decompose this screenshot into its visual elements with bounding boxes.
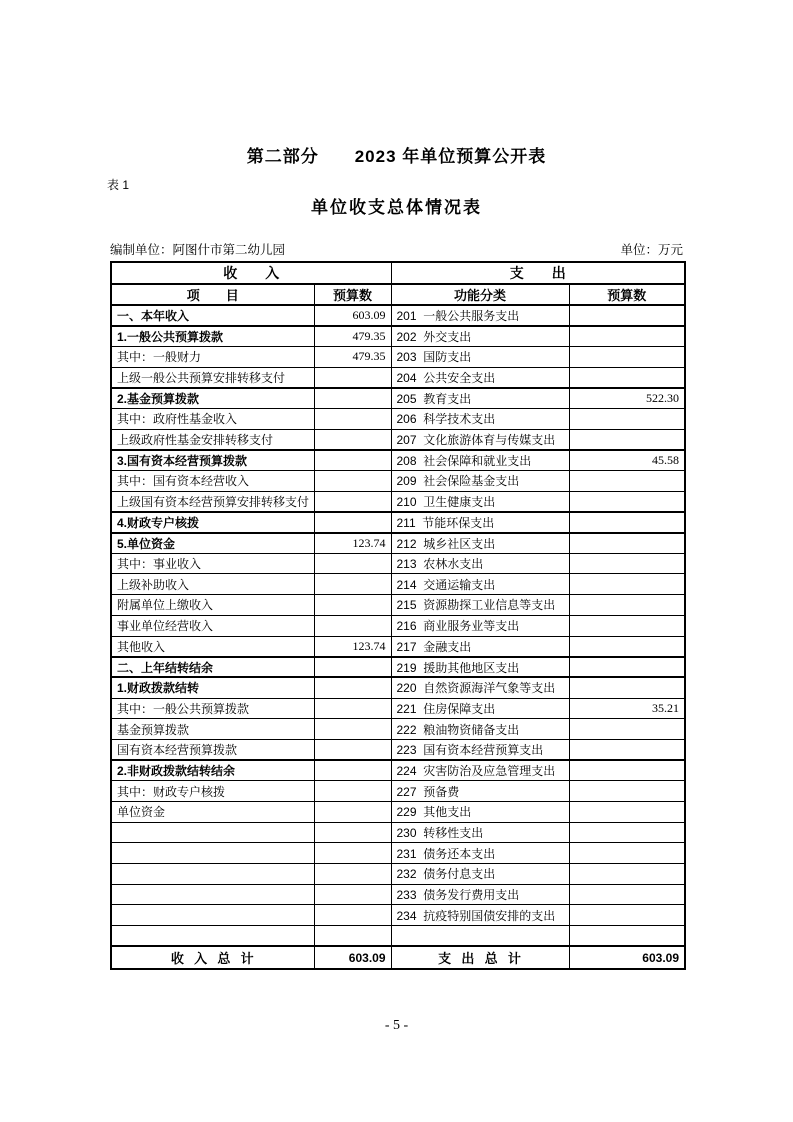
income-amount-cell (314, 739, 391, 760)
expense-amount-cell (569, 615, 685, 636)
table-row (111, 719, 685, 740)
income-item-cell: 国有资本经营预算拨款 (111, 739, 314, 760)
expense-header: 支 出 (391, 262, 685, 284)
income-item-cell: 1.一般公共预算拨款 (111, 326, 314, 347)
income-total-label: 收 入 总 计 (111, 946, 314, 969)
expense-item-cell: 207 文化旅游体育与传媒支出 (391, 429, 569, 450)
income-amount-cell (314, 781, 391, 802)
income-amount-cell (314, 864, 391, 885)
income-item-cell: 基金预算拨款 (111, 719, 314, 740)
expense-item-cell: 219 援助其他地区支出 (391, 657, 569, 678)
income-item-cell: 其中：财政专户核拨 (111, 781, 314, 802)
income-amount-cell (314, 615, 391, 636)
expense-item-cell: 221 住房保障支出 (391, 698, 569, 719)
expense-item-cell: 213 农林水支出 (391, 553, 569, 574)
income-amount-cell (314, 677, 391, 698)
income-item-cell: 3.国有资本经营预算拨款 (111, 450, 314, 471)
income-amount-cell (314, 926, 391, 947)
expense-amount-cell (569, 346, 685, 367)
income-amount-cell (314, 574, 391, 595)
income-item-cell (111, 884, 314, 905)
expense-amount-cell (569, 574, 685, 595)
income-item-cell: 2.非财政拨款结转结余 (111, 760, 314, 781)
expense-item-cell: 211 节能环保支出 (391, 512, 569, 533)
table-row (111, 408, 685, 429)
table-row (111, 346, 685, 367)
expense-amount-cell (569, 822, 685, 843)
income-amount-cell (314, 719, 391, 740)
expense-amount-cell (569, 429, 685, 450)
income-amount-cell (314, 471, 391, 492)
expense-item-cell: 233 债务发行费用支出 (391, 884, 569, 905)
expense-item-cell: 216 商业服务业等支出 (391, 615, 569, 636)
expense-item-cell: 217 金融支出 (391, 636, 569, 657)
expense-amount-cell (569, 305, 685, 326)
income-amount-cell (314, 491, 391, 512)
column-header-row (111, 284, 685, 305)
total-row (111, 946, 685, 969)
income-amount-cell: 123.74 (314, 533, 391, 554)
income-amount-cell (314, 595, 391, 616)
income-item-cell: 上级国有资本经营预算安排转移支付 (111, 491, 314, 512)
table-row (111, 326, 685, 347)
income-item-cell: 其中：政府性基金收入 (111, 408, 314, 429)
unit-label: 单位：万元 (620, 243, 683, 257)
expense-amount-cell (569, 760, 685, 781)
income-amount-cell (314, 802, 391, 823)
table-row (111, 760, 685, 781)
income-item-cell: 一、本年收入 (111, 305, 314, 326)
table-row (111, 367, 685, 388)
table-row (111, 595, 685, 616)
income-item-cell: 单位资金 (111, 802, 314, 823)
expense-item-cell: 209 社会保险基金支出 (391, 471, 569, 492)
income-amount-cell: 479.35 (314, 346, 391, 367)
table-row (111, 491, 685, 512)
income-item-cell: 5.单位资金 (111, 533, 314, 554)
expense-amount-cell (569, 553, 685, 574)
expense-item-cell: 227 预备费 (391, 781, 569, 802)
table-row (111, 574, 685, 595)
expense-item-cell: 223 国有资本经营预算支出 (391, 739, 569, 760)
expense-total-value: 603.09 (569, 946, 685, 969)
table-row (111, 450, 685, 471)
expense-amount-cell (569, 905, 685, 926)
income-item-cell (111, 926, 314, 947)
expense-amount-cell (569, 677, 685, 698)
expense-item-cell: 212 城乡社区支出 (391, 533, 569, 554)
expense-amount-cell (569, 512, 685, 533)
table-row (111, 926, 685, 947)
expense-item-cell: 204 公共安全支出 (391, 367, 569, 388)
table-row (111, 512, 685, 533)
table-row (111, 553, 685, 574)
table-row (111, 802, 685, 823)
expense-item-cell: 231 债务还本支出 (391, 843, 569, 864)
expense-item-cell (391, 926, 569, 947)
expense-amount-cell (569, 739, 685, 760)
income-amount-cell: 123.74 (314, 636, 391, 657)
expense-item-cell: 215 资源勘探工业信息等支出 (391, 595, 569, 616)
expense-item-cell: 222 粮油物资储备支出 (391, 719, 569, 740)
income-amount-cell (314, 822, 391, 843)
expense-amount-cell (569, 533, 685, 554)
expense-amount-cell (569, 843, 685, 864)
income-amount-cell (314, 843, 391, 864)
expense-item-cell: 202 外交支出 (391, 326, 569, 347)
table-row (111, 636, 685, 657)
expense-amount-cell (569, 884, 685, 905)
table-body (111, 305, 685, 946)
income-item-cell: 其他收入 (111, 636, 314, 657)
expense-item-cell: 234 抗疫特别国债安排的支出 (391, 905, 569, 926)
income-amount-cell (314, 367, 391, 388)
table-row (111, 884, 685, 905)
income-amount-cell (314, 884, 391, 905)
table-row (111, 781, 685, 802)
budget-table (110, 261, 686, 970)
income-amount-cell (314, 408, 391, 429)
expense-item-cell: 232 债务付息支出 (391, 864, 569, 885)
col-header-expense-budget: 预算数 (569, 284, 685, 305)
table-row (111, 698, 685, 719)
income-item-cell: 其中：一般公共预算拨款 (111, 698, 314, 719)
income-header: 收 入 (111, 262, 391, 284)
income-item-cell: 其中：事业收入 (111, 553, 314, 574)
expense-amount-cell (569, 471, 685, 492)
income-amount-cell (314, 698, 391, 719)
part-title: 第二部分 2023 年单位预算公开表 (246, 147, 547, 166)
expense-amount-cell: 35.21 (569, 698, 685, 719)
income-item-cell: 附属单位上缴收入 (111, 595, 314, 616)
expense-amount-cell (569, 326, 685, 347)
expense-item-cell: 203 国防支出 (391, 346, 569, 367)
income-item-cell: 2.基金预算拨款 (111, 388, 314, 409)
expense-amount-cell (569, 491, 685, 512)
section-header-row (111, 262, 685, 284)
income-item-cell: 4.财政专户核拨 (111, 512, 314, 533)
income-item-cell: 上级一般公共预算安排转移支付 (111, 367, 314, 388)
table-row (111, 822, 685, 843)
document-title: 单位收支总体情况表 (311, 198, 482, 217)
table-row (111, 471, 685, 492)
income-item-cell: 事业单位经营收入 (111, 615, 314, 636)
income-item-cell: 其中：一般财力 (111, 346, 314, 367)
income-item-cell (111, 905, 314, 926)
income-item-cell: 上级补助收入 (111, 574, 314, 595)
expense-item-cell: 220 自然资源海洋气象等支出 (391, 677, 569, 698)
expense-item-cell: 205 教育支出 (391, 388, 569, 409)
table-row (111, 429, 685, 450)
expense-amount-cell (569, 802, 685, 823)
income-item-cell: 上级政府性基金安排转移支付 (111, 429, 314, 450)
expense-amount-cell (569, 781, 685, 802)
expense-amount-cell (569, 636, 685, 657)
expense-amount-cell (569, 595, 685, 616)
income-amount-cell (314, 905, 391, 926)
expense-amount-cell (569, 408, 685, 429)
expense-item-cell: 229 其他支出 (391, 802, 569, 823)
expense-amount-cell (569, 864, 685, 885)
income-item-cell (111, 843, 314, 864)
expense-amount-cell (569, 367, 685, 388)
expense-item-cell: 214 交通运输支出 (391, 574, 569, 595)
page-number: - 5 - (384, 1018, 409, 1033)
expense-item-cell: 206 科学技术支出 (391, 408, 569, 429)
expense-amount-cell: 45.58 (569, 450, 685, 471)
income-amount-cell (314, 450, 391, 471)
table-row (111, 739, 685, 760)
col-header-function-class: 功能分类 (391, 284, 569, 305)
income-amount-cell (314, 760, 391, 781)
income-item-cell: 其中：国有资本经营收入 (111, 471, 314, 492)
table-row (111, 677, 685, 698)
income-amount-cell: 479.35 (314, 326, 391, 347)
expense-amount-cell (569, 719, 685, 740)
income-item-cell: 二、上年结转结余 (111, 657, 314, 678)
prepared-by-label: 编制单位：阿图什市第二幼儿园 (110, 243, 286, 257)
table-row (111, 533, 685, 554)
table-row (111, 905, 685, 926)
table-number-label: 表 1 (107, 178, 130, 192)
expense-item-cell: 210 卫生健康支出 (391, 491, 569, 512)
expense-item-cell: 201 一般公共服务支出 (391, 305, 569, 326)
table-row (111, 843, 685, 864)
income-item-cell: 1.财政拨款结转 (111, 677, 314, 698)
table-row (111, 864, 685, 885)
expense-item-cell: 208 社会保障和就业支出 (391, 450, 569, 471)
income-amount-cell (314, 388, 391, 409)
income-amount-cell (314, 512, 391, 533)
expense-amount-cell (569, 657, 685, 678)
income-amount-cell (314, 657, 391, 678)
meta-line (110, 240, 683, 258)
expense-amount-cell (569, 926, 685, 947)
col-header-income-budget: 预算数 (314, 284, 391, 305)
table-row (111, 615, 685, 636)
expense-item-cell: 230 转移性支出 (391, 822, 569, 843)
income-amount-cell: 603.09 (314, 305, 391, 326)
expense-amount-cell: 522.30 (569, 388, 685, 409)
table-header (111, 262, 685, 305)
income-item-cell (111, 864, 314, 885)
income-total-value: 603.09 (314, 946, 391, 969)
table-footer (111, 946, 685, 969)
table-row (111, 657, 685, 678)
expense-total-label: 支 出 总 计 (391, 946, 569, 969)
col-header-item: 项 目 (111, 284, 314, 305)
table-row (111, 388, 685, 409)
income-item-cell (111, 822, 314, 843)
table-row (111, 305, 685, 326)
income-amount-cell (314, 553, 391, 574)
expense-item-cell: 224 灾害防治及应急管理支出 (391, 760, 569, 781)
income-amount-cell (314, 429, 391, 450)
